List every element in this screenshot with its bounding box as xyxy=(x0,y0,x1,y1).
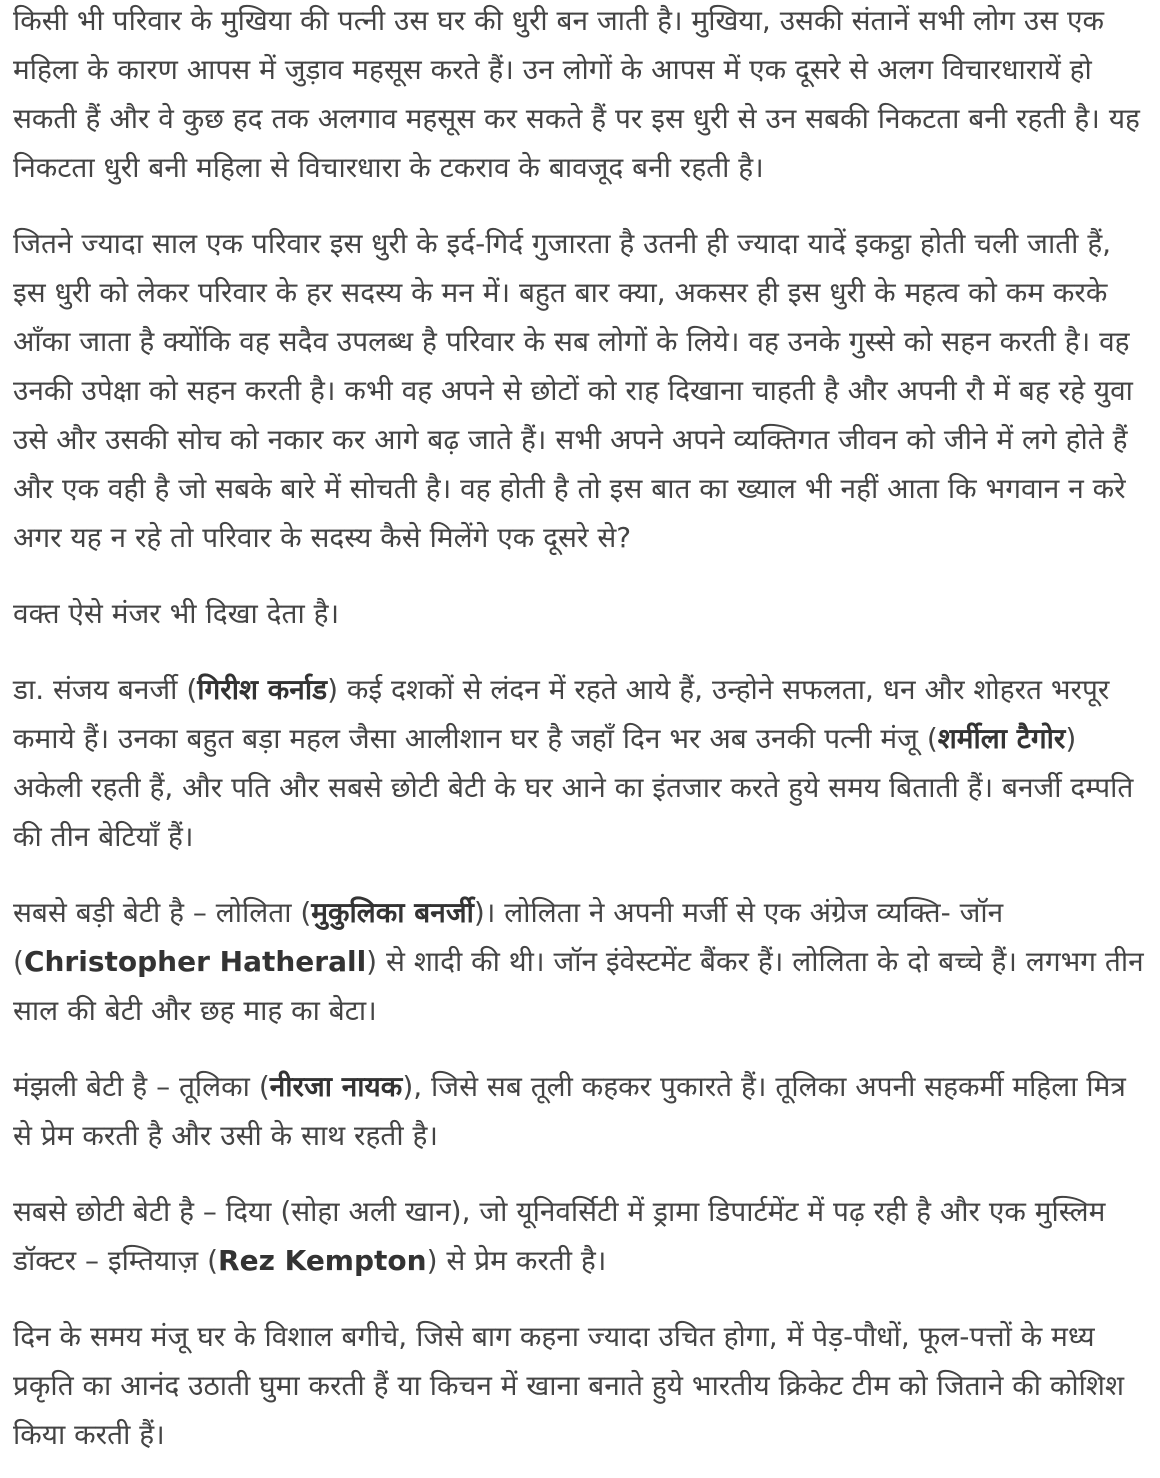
text-span: मंझली बेटी है – तूलिका ( xyxy=(13,1070,270,1103)
paragraph-middle-daughter xyxy=(13,1062,1148,1160)
text-span: ) से शादी की थी। जॉन इंवेस्टमेंट बैंकर हैं। लोलिता के दो बच्चे हैं। लगभग तीन साल की बेटी और छह माह का बेटा। xyxy=(13,945,1144,1027)
text-span: सबसे छोटी बेटी है – दिया (सोहा अली खान), जो यूनिवर्सिटी में ड्रामा डिपार्टमेंट में पढ़ रही है और एक मुस्लिम डॉक्टर – इम्तियाज़ ( xyxy=(13,1195,1106,1277)
actor-name: Rez Kempton xyxy=(218,1244,427,1277)
actor-name: मुकुलिका बनर्जी xyxy=(311,896,474,929)
actor-name: गिरीश कर्नाड xyxy=(197,673,328,706)
text-span: डा. संजय बनर्जी ( xyxy=(13,673,198,706)
text-span: )। लोलिता ने अपनी मर्जी से एक अंग्रेज व्यक्ति- जॉन ( xyxy=(13,896,1004,978)
actor-name: शर्मीला टैगोर xyxy=(937,722,1066,755)
text-span: सबसे बड़ी बेटी है – लोलिता ( xyxy=(13,896,312,929)
text-span: ) अकेली रहती हैं, और पति और सबसे छोटी बेटी के घर आने का इंतजार करते हुये समय बिताती हैं। बनर्जी दम्पति की तीन बेटियाँ हैं। xyxy=(13,722,1134,853)
text-span: ), जिसे सब तूली कहकर पुकारते हैं। तूलिका अपनी सहकर्मी महिला मित्र से प्रेम करती है और उसी के साथ रहती है। xyxy=(13,1070,1126,1152)
paragraph-youngest-daughter xyxy=(13,1187,1148,1285)
text-span: ) से प्रेम करती है। xyxy=(426,1244,607,1277)
paragraph-eldest-daughter xyxy=(13,888,1148,1035)
article-body xyxy=(13,0,1148,1459)
text-span: ) कई दशकों से लंदन में रहते आये हैं, उन्होने सफलता, धन और शोहरत भरपूर कमाये हैं। उनका बहुत बड़ा महल जैसा आलीशान घर है जहाँ दिन भर अब उनकी पत्नी मंजू ( xyxy=(13,673,1110,755)
paragraph-time-shows: वक्त ऐसे मंजर भी दिखा देता है। xyxy=(13,597,340,630)
paragraph-memories: जितने ज्यादा साल एक परिवार इस धुरी के इर्द-गिर्द गुजारता है उतनी ही ज्यादा यादें इकट्ठा होती चली जाती हैं, इस धुरी को लेकर परिवार के हर सदस्य के मन में। बहुत बार क्या, अकसर ही इस धुरी के महत्व को कम करके आँका जाता है क्योंकि वह सदैव उपलब्ध है परिवार के सब लोगों के लिये। वह उनके गुस्से को सहन करती है। वह उनकी उपेक्षा को सहन करती है। कभी वह अपने से छोटों को राह दिखाना चाहती है और अपनी रौ में बह रहे युवा उसे और उसकी सोच को नकार कर आगे बढ़ जाते हैं। सभी अपने अपने व्यक्तिगत जीवन को जीने में लगे होते हैं और एक वही है जो सबके बारे में सोचती है। वह होती है तो इस बात का ख्याल भी नहीं आता कि भगवान न करे अगर यह न रहे तो परिवार के सदस्य कैसे मिलेंगे एक दूसरे से? xyxy=(13,227,1133,554)
paragraph-banerjee-family xyxy=(13,665,1148,861)
actor-name: नीरजा नायक xyxy=(269,1070,403,1103)
actor-name: Christopher Hatherall xyxy=(23,945,367,978)
paragraph-family-axis: किसी भी परिवार के मुखिया की पत्नी उस घर की धुरी बन जाती है। मुखिया, उसकी संतानें सभी लोग उस एक महिला के कारण आपस में जुड़ाव महसूस करते हैं। उन लोगों के आपस में एक दूसरे से अलग विचारधारायें हो सकती हैं और वे कुछ हद तक अलगाव महसूस कर सकते हैं पर इस धुरी से उन सबकी निकटता बनी रहती है। यह निकटता धुरी बनी महिला से विचारधारा के टकराव के बावजूद बनी रहती है। xyxy=(13,4,1140,184)
paragraph-manju-day: दिन के समय मंजू घर के विशाल बगीचे, जिसे बाग कहना ज्यादा उचित होगा, में पेड़-पौधों, फूल-पत्तों के मध्य प्रकृति का आनंद उठाती घुमा करती हैं या किचन में खाना बनाते हुये भारतीय क्रिकेट टीम को जिताने की कोशिश किया करती हैं। xyxy=(13,1320,1125,1451)
